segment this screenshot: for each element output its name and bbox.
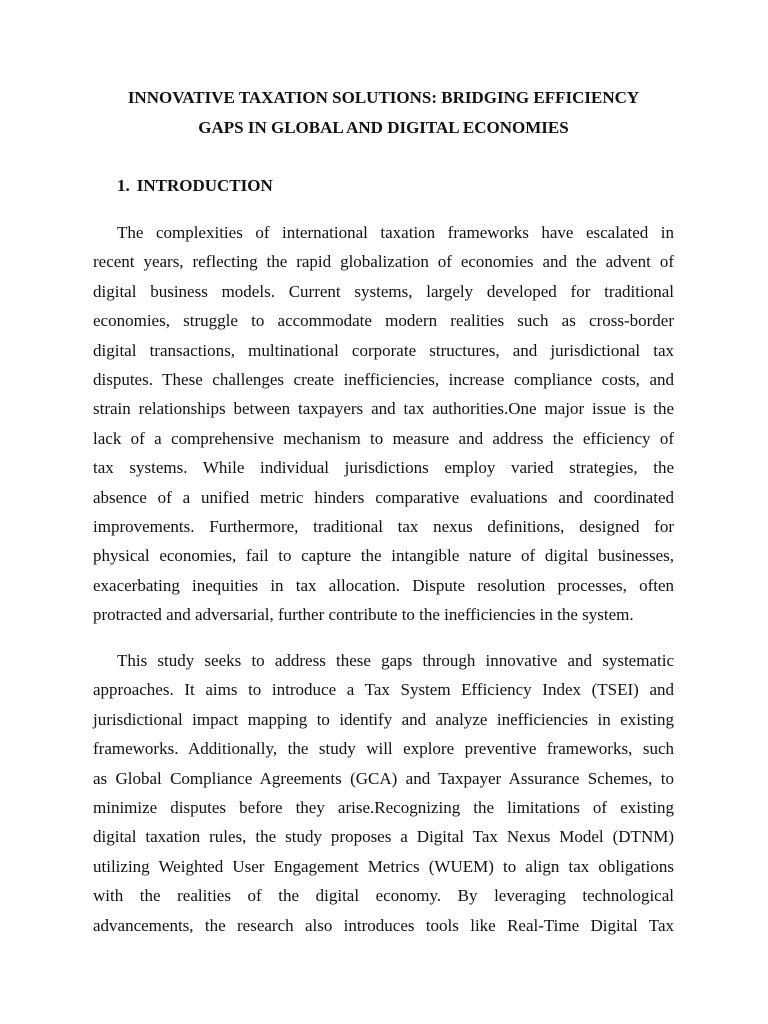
paragraph-line: digital taxation rules, the study proposes a Digital Tax Nexus Model (DTNM)	[93, 827, 674, 847]
paragraph-line: with the realities of the digital economy. By leveraging technological	[93, 886, 674, 906]
title-line: GAPS IN GLOBAL AND DIGITAL ECONOMIES	[198, 117, 569, 137]
paragraph-line: This study seeks to address these gaps through innovative and systematic	[117, 651, 674, 670]
section-number: 1.	[117, 176, 130, 195]
paragraph-line: frameworks. Additionally, the study will explore preventive frameworks, such	[93, 739, 674, 759]
paragraph	[93, 646, 674, 940]
paragraph-line: The complexities of international taxation frameworks have escalated in	[117, 223, 674, 242]
paragraph-line: utilizing Weighted User Engagement Metrics (WUEM) to align tax obligations	[93, 856, 674, 876]
paragraph-line: economies, struggle to accommodate modern realities such as cross-border	[93, 311, 674, 331]
paragraph-line: improvements. Furthermore, traditional tax nexus definitions, designed for	[93, 516, 674, 536]
paragraph	[93, 218, 674, 629]
paragraph-line: physical economies, fail to capture the intangible nature of digital businesses,	[93, 546, 674, 566]
paragraph-line: lack of a comprehensive mechanism to measure and address the efficiency of	[93, 428, 674, 448]
paragraph-line: digital transactions, multinational corporate structures, and jurisdictional tax	[93, 340, 674, 360]
paragraph-line: jurisdictional impact mapping to identify and analyze inefficiencies in existing	[93, 709, 674, 729]
paragraph-line: strain relationships between taxpayers and tax authorities.One major issue is the	[93, 399, 674, 419]
section-heading	[117, 171, 273, 201]
paragraph-line: as Global Compliance Agreements (GCA) and Taxpayer Assurance Schemes, to	[93, 768, 674, 788]
document-title	[93, 83, 674, 142]
title-line: INNOVATIVE TAXATION SOLUTIONS: BRIDGING EFFICIENCY	[127, 88, 640, 107]
paragraph-line: exacerbating inequities in tax allocation. Dispute resolution processes, often	[93, 575, 674, 595]
section-title: INTRODUCTION	[136, 176, 273, 195]
paragraph-line: advancements, the research also introduces tools like Real-Time Digital Tax	[93, 915, 674, 935]
paragraph-line: minimize disputes before they arise.Recognizing the limitations of existing	[93, 797, 674, 817]
paragraph-line: approaches. It aims to introduce a Tax System Efficiency Index (TSEI) and	[93, 680, 674, 700]
paragraph-line: disputes. These challenges create inefficiencies, increase compliance costs, and	[93, 369, 674, 389]
paragraph-line: digital business models. Current systems, largely developed for traditional	[93, 281, 674, 301]
paragraph-line: protracted and adversarial, further contribute to the inefficiencies in the system.	[93, 605, 634, 625]
paragraph-line: tax systems. While individual jurisdictions employ varied strategies, the	[93, 458, 674, 478]
paragraph-line: recent years, reflecting the rapid globalization of economies and the advent of	[93, 252, 674, 272]
paragraph-line: absence of a unified metric hinders comparative evaluations and coordinated	[93, 487, 674, 507]
